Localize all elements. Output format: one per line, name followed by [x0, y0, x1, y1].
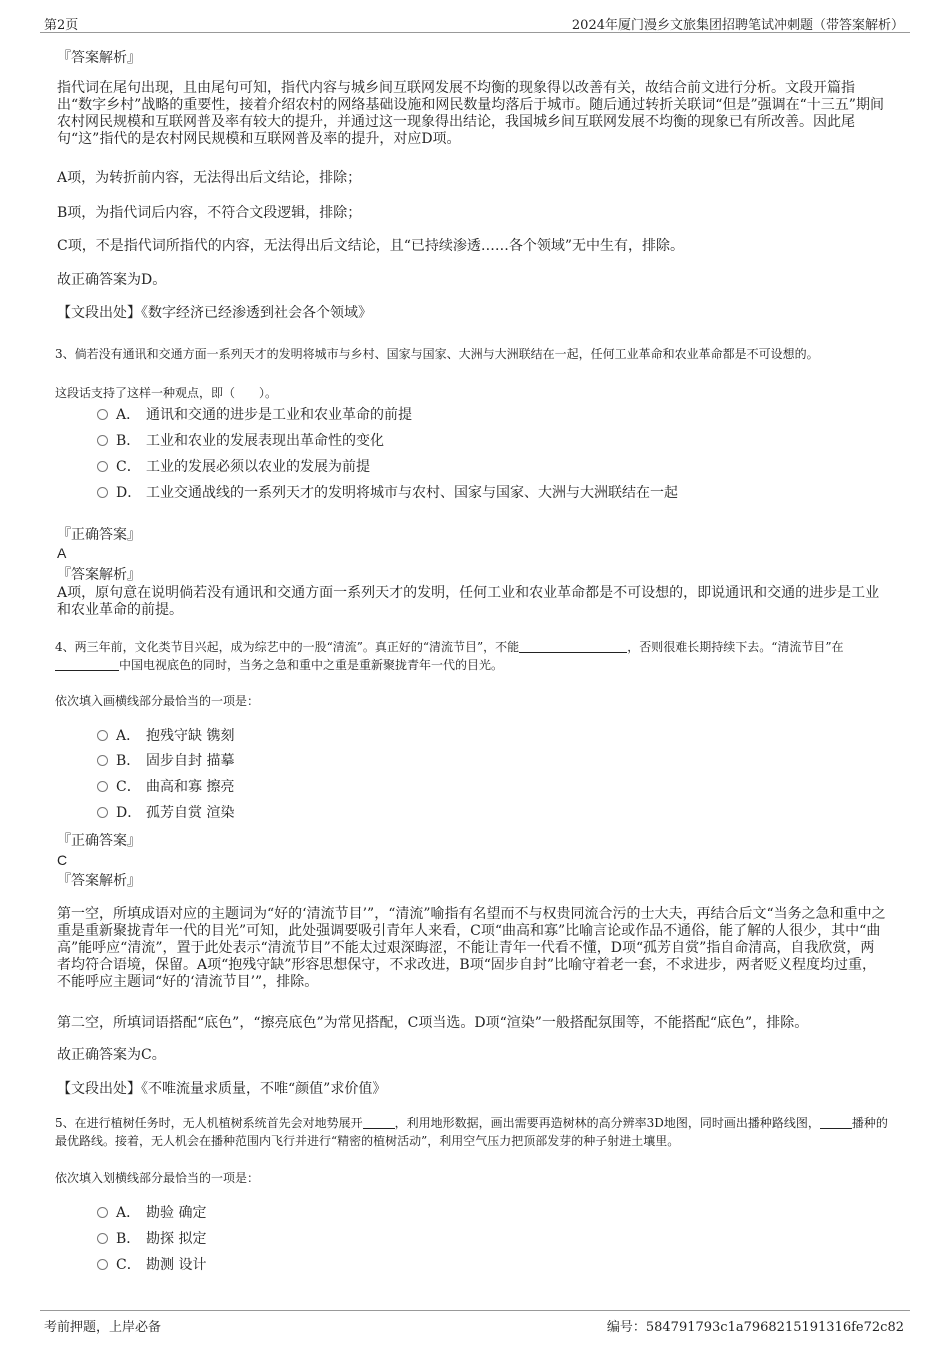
footer-slogan: 考前押题，上岸必备	[44, 1320, 162, 1335]
document-title: 2024年厦门漫乡文旅集团招聘笔试冲刺题（带答案解析）	[571, 18, 904, 33]
q4-option-d[interactable]: D． 孤芳自赏 渲染	[97, 803, 234, 823]
document-code: 编号：584791793c1a7968215191316fe72c82	[606, 1320, 904, 1335]
q5-prompt: 依次填入划横线部分最恰当的一项是：	[55, 1171, 260, 1185]
radio-icon[interactable]	[97, 807, 108, 818]
q4-answer: C	[57, 852, 68, 868]
radio-icon[interactable]	[97, 487, 108, 498]
radio-icon[interactable]	[97, 755, 108, 766]
q2-conclusion: 故正确答案为D。	[57, 272, 167, 288]
q4-analysis-1: 第一空，所填成语对应的主题词为“好的‘清流节目’”，“清流”喻指有名望而不与权贵同流合污的士大夫，再结合后文“当务之急和重中之重是重新聚拢青年一代的目光”可知，此处强调要吸引青年人来看，C项“曲高和寡”比喻言论或作品不通俗，能了解的人很少，其中“曲高”能呼应“清流”，置于此处表示“清流节目”不能太过艰深晦涩，不能让青年一代看不懂，D项“孤芳自赏”指自命清高，自我欣赏，两者均符合语境，保留。A项“抱残守缺”形容思想保守，不求改进，B项“固步自封”比喻守着老一套，不求进步，两者贬义程度均过重，不能呼应主题词“好的‘清流节目’”，排除。	[57, 906, 886, 990]
q5-option-a[interactable]: A． 勘验 确定	[97, 1203, 206, 1223]
q3-prompt: 这段话支持了这样一种观点，即（ ）。	[55, 386, 278, 400]
q2-option-b-note: B项，为指代词后内容，不符合文段逻辑，排除；	[57, 205, 362, 221]
q2-option-c-note: C项，不是指代词所指代的内容，无法得出后文结论，且“已持续渗透……各个领域”无中生有，排除。	[57, 238, 685, 254]
blank-2	[820, 1116, 852, 1129]
q4-option-b[interactable]: B． 固步自封 描摹	[97, 751, 234, 771]
q5-option-b[interactable]: B． 勘探 拟定	[97, 1229, 206, 1249]
q2-analysis-label: 『答案解析』	[57, 50, 141, 66]
q3-analysis-label: 『答案解析』	[57, 567, 141, 583]
q4-option-a[interactable]: A． 抱残守缺 镌刻	[97, 726, 234, 746]
q3-answer-label: 『正确答案』	[57, 527, 141, 543]
q5-stem: 5、在进行植树任务时，无人机植树系统首先会对地势展开 ，利用地形数据，画出需要再造树林的高分辨率3D地图，同时画出播种路线图， 播种的最优路线。接着，无人机会在播种范围内飞行并进行“精密的植树活动”，利用空气压力把顶部发芽的种子射进土壤里。	[55, 1116, 888, 1148]
q2-source: 【文段出处】《数字经济已经渗透到社会各个领域》	[57, 305, 372, 321]
q3-option-a[interactable]: A． 通讯和交通的进步是工业和农业革命的前提	[97, 405, 412, 425]
radio-icon[interactable]	[97, 461, 108, 472]
q3-option-b[interactable]: B． 工业和农业的发展表现出革命性的变化	[97, 431, 384, 451]
q4-stem: 4、两三年前，文化类节目兴起，成为综艺中的一股“清流”。真正好的“清流节目”，不能 ，否则很难长期持续下去。“清流节目”在中国电视底色的同时，当务之急和重中之重是重新聚拢青年一代的目光。	[55, 640, 844, 672]
q3-option-c[interactable]: C． 工业的发展必须以农业的发展为前提	[97, 457, 370, 477]
radio-icon[interactable]	[97, 1233, 108, 1244]
q4-analysis-2: 第二空，所填词语搭配“底色”，“擦亮底色”为常见搭配，C项当选。D项“渲染”一般搭配氛围等，不能搭配“底色”，排除。	[57, 1015, 809, 1031]
blank-1	[363, 1116, 395, 1129]
q3-answer: A	[57, 545, 67, 561]
q4-source: 【文段出处】《不唯流量求质量，不唯“颜值”求价值》	[57, 1081, 387, 1097]
page-footer	[40, 1310, 910, 1337]
q4-conclusion: 故正确答案为C。	[57, 1047, 166, 1063]
page-number: 第2页	[44, 18, 79, 33]
q3-option-d[interactable]: D． 工业交通战线的一系列天才的发明将城市与农村、国家与国家、大洲与大洲联结在一起	[97, 483, 678, 503]
radio-icon[interactable]	[97, 409, 108, 420]
q2-option-a-note: A项，为转折前内容，无法得出后文结论，排除；	[57, 170, 362, 186]
radio-icon[interactable]	[97, 730, 108, 741]
radio-icon[interactable]	[97, 435, 108, 446]
q5-option-c[interactable]: C． 勘测 设计	[97, 1255, 206, 1275]
radio-icon[interactable]	[97, 1207, 108, 1218]
blank-1	[519, 640, 627, 653]
q3-analysis: A项，原句意在说明倘若没有通讯和交通方面一系列天才的发明，任何工业和农业革命都是不可设想的，即说通讯和交通的进步是工业和农业革命的前提。	[57, 585, 880, 618]
page-header	[40, 12, 910, 33]
q3-stem: 3、倘若没有通讯和交通方面一系列天才的发明将城市与乡村、国家与国家、大洲与大洲联结在一起，任何工业革命和农业革命都是不可设想的。	[55, 347, 819, 361]
radio-icon[interactable]	[97, 781, 108, 792]
q4-analysis-label: 『答案解析』	[57, 873, 141, 889]
q2-analysis: 指代词在尾句出现，且由尾句可知，指代内容与城乡间互联网发展不均衡的现象得以改善有关，故结合前文进行分析。文段开篇指出“数字乡村”战略的重要性，接着介绍农村的网络基础设施和网民数量均落后于城市。随后通过转折关联词“但是”强调在“十三五”期间农村网民规模和互联网普及率有较大的提升，并通过这一现象得出结论，我国城乡间互联网发展不均衡的现象已有所改善。因此尾句“这”指代的是农村网民规模和互联网普及率的提升，对应D项。	[57, 80, 884, 147]
blank-2	[55, 658, 119, 671]
radio-icon[interactable]	[97, 1259, 108, 1270]
q4-prompt: 依次填入画横线部分最恰当的一项是：	[55, 694, 260, 708]
q4-answer-label: 『正确答案』	[57, 833, 141, 849]
q4-option-c[interactable]: C． 曲高和寡 擦亮	[97, 777, 234, 797]
